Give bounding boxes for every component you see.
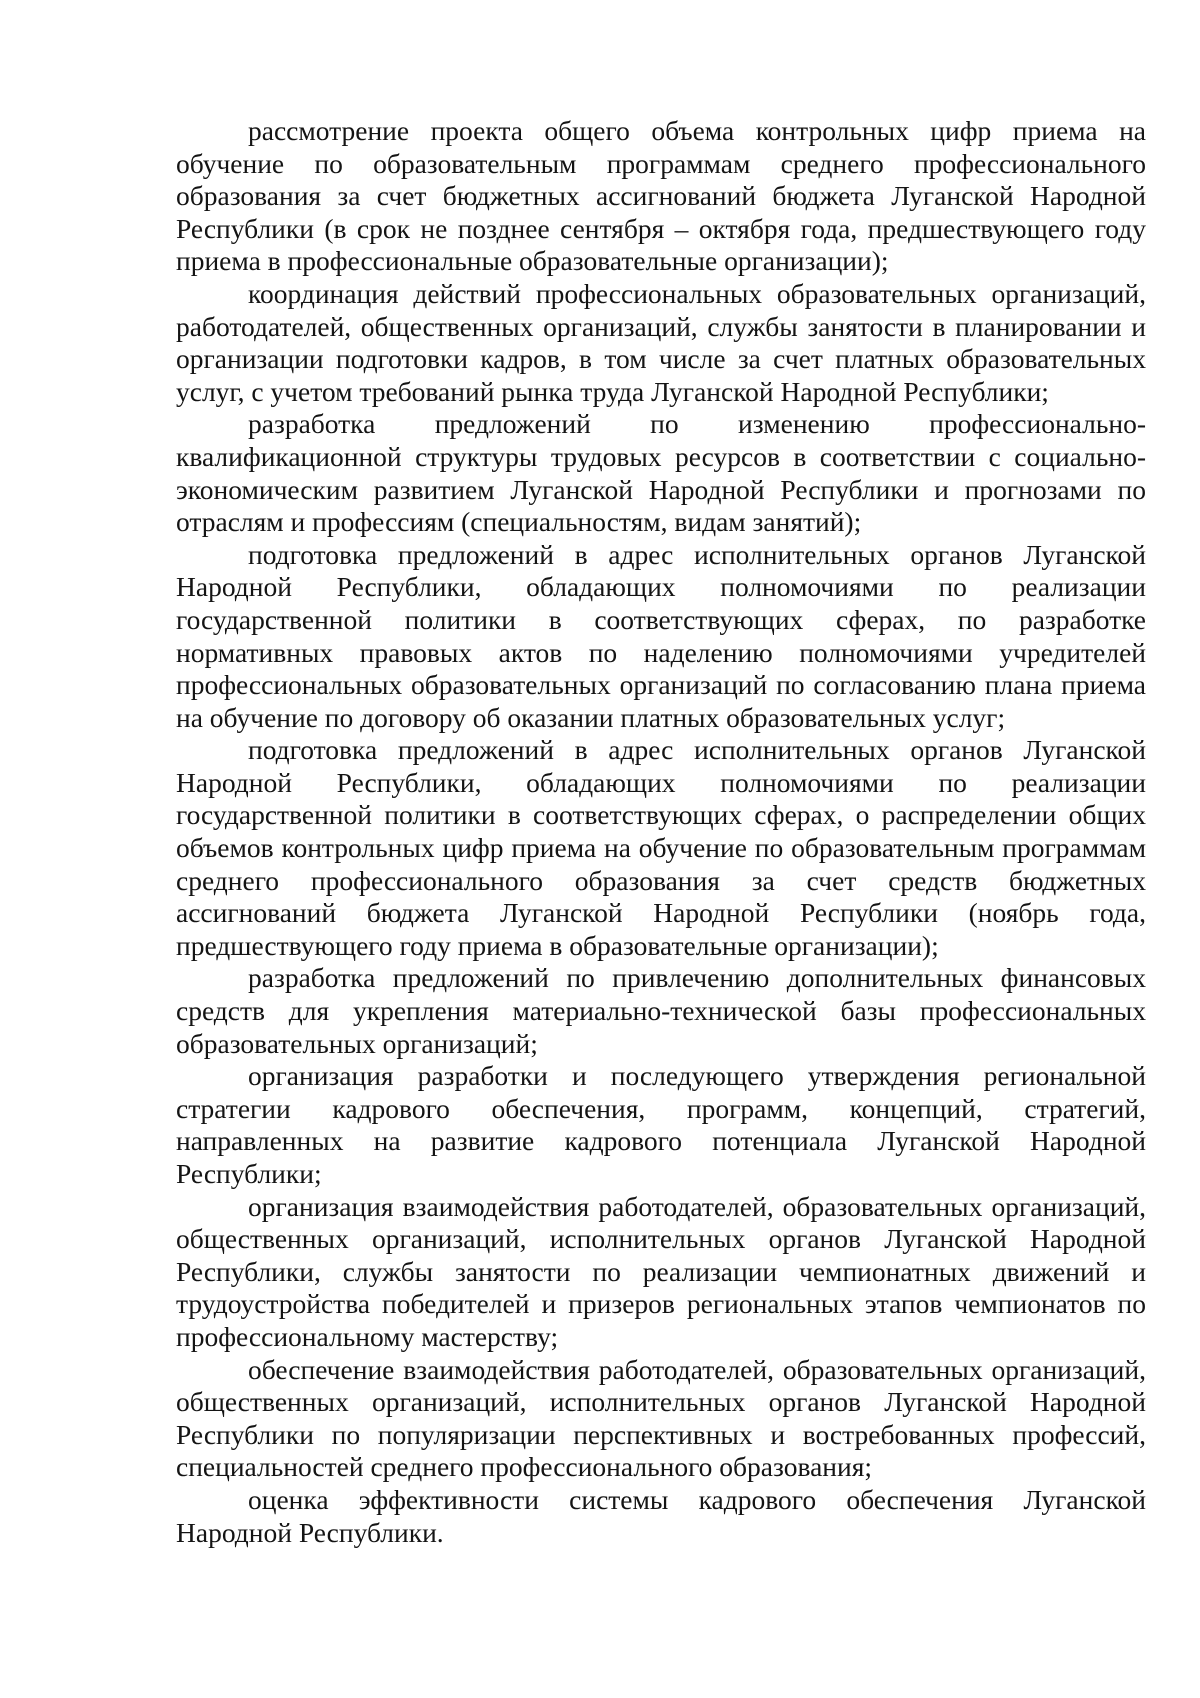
paragraph-8: организация взаимодействия работодателей, образовательных организаций, общественных организаций, исполнительных органов Луганской Народной Республики, службы занятости по реализации чемпионатных движений и трудоустройства победителей и призеров региональных этапов чемпионатов по профессиональному мастерству; — [176, 1190, 1146, 1352]
paragraph-4: подготовка предложений в адрес исполнительных органов Луганской Народной Республики, обладающих полномочиями по реализации государственной политики в соответствующих сферах, по разработке нормативных правовых актов по наделению полномочиями учредителей профессиональных образовательных организаций по согласованию плана приема на обучение по договору об оказании платных образовательных услуг; — [176, 538, 1146, 733]
paragraph-5: подготовка предложений в адрес исполнительных органов Луганской Народной Республики, обладающих полномочиями по реализации государственной политики в соответствующих сферах, о распределении общих объемов контрольных цифр приема на обучение по образовательным программам среднего профессионального образования за счет средств бюджетных ассигнований бюджета Луганской Народной Республики (ноябрь года, предшествующего году приема в образовательные организации); — [176, 734, 1146, 961]
paragraph-6: разработка предложений по привлечению дополнительных финансовых средств для укрепления материально-технической базы профессиональных образовательных организаций; — [176, 962, 1146, 1059]
paragraph-10: оценка эффективности системы кадрового обеспечения Луганской Народной Республики. — [176, 1483, 1146, 1548]
document-body — [176, 115, 1146, 1549]
paragraph-3: разработка предложений по изменению профессионально-квалификационной структуры трудовых ресурсов в соответствии с социально-экономическим развитием Луганской Народной Республики и прогнозами по отраслям и профессиям (специальностям, видам занятий); — [176, 408, 1146, 538]
paragraph-1: рассмотрение проекта общего объема контрольных цифр приема на обучение по образовательным программам среднего профессионального образования за счет бюджетных ассигнований бюджета Луганской Народной Республики (в срок не позднее сентября – октября года, предшествующего году приема в профессиональные образовательные организации); — [176, 115, 1146, 277]
paragraph-9: обеспечение взаимодействия работодателей, образовательных организаций, общественных организаций, исполнительных органов Луганской Народной Республики по популяризации перспективных и востребованных профессий, специальностей среднего профессионального образования; — [176, 1353, 1146, 1483]
paragraph-7: организация разработки и последующего утверждения региональной стратегии кадрового обеспечения, программ, концепций, стратегий, направленных на развитие кадрового потенциала Луганской Народной Республики; — [176, 1060, 1146, 1189]
paragraph-2: координация действий профессиональных образовательных организаций, работодателей, общественных организаций, службы занятости в планировании и организации подготовки кадров, в том числе за счет платных образовательных услуг, с учетом требований рынка труда Луганской Народной Республики; — [176, 277, 1146, 407]
